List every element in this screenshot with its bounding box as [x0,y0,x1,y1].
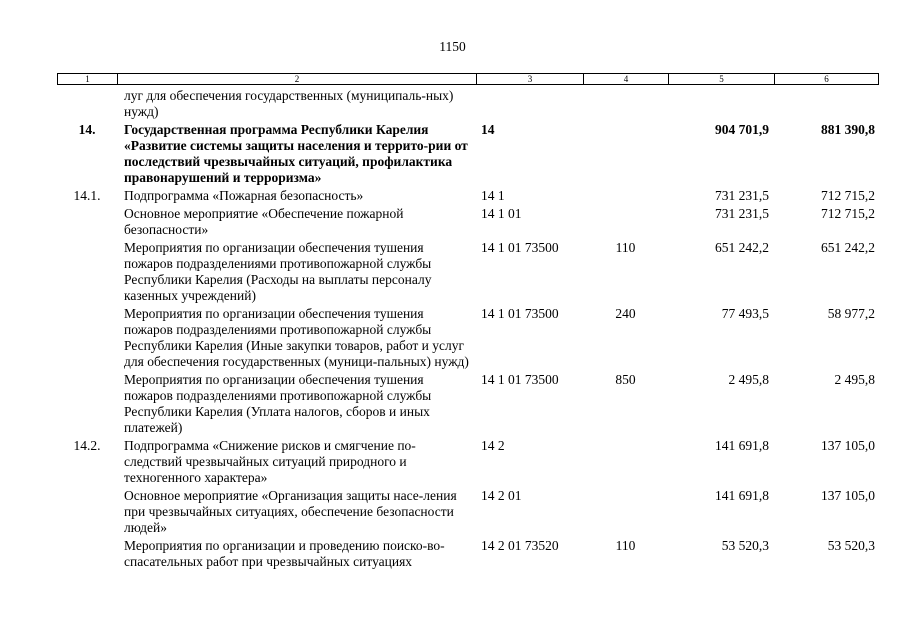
row-amount-2: 137 105,0 [821,488,875,503]
table-row [0,240,905,304]
row-code: 14 1 01 73500 [481,240,559,255]
row-amount-1: 141 691,8 [715,438,769,453]
table-row [0,488,905,536]
row-expense-type: 850 [615,372,636,387]
table-row [0,188,905,204]
row-name: Основное мероприятие «Обеспечение пожарной безопасности» [124,206,404,237]
row-number: 14.1. [73,188,101,203]
row-amount-1: 731 231,5 [715,206,769,221]
table-row [0,206,905,238]
row-expense-type: 110 [615,240,636,255]
row-code: 14 1 [481,188,505,203]
header-col-6: 6 [824,74,829,84]
row-name: Подпрограмма «Снижение рисков и смягчение по-следствий чрезвычайных ситуаций природного и техногенного характера» [124,438,416,485]
row-code: 14 1 01 73500 [481,306,559,321]
row-amount-1: 2 495,8 [728,372,769,387]
row-amount-1: 53 520,3 [721,538,769,553]
row-name: Мероприятия по организации обеспечения тушения пожаров подразделениями противопожарной службы Республики Карелия (Расходы на выплаты персоналу казенных учреждений) [124,240,432,303]
table-row [0,438,905,486]
table-row [0,122,905,186]
row-amount-1: 77 493,5 [721,306,769,321]
row-amount-1: 731 231,5 [715,188,769,203]
row-code: 14 [481,122,495,137]
table-row [0,306,905,370]
row-expense-type: 110 [615,538,636,553]
row-amount-2: 58 977,2 [827,306,875,321]
table-body [0,88,905,572]
table-row [0,372,905,436]
row-name: Мероприятия по организации обеспечения тушения пожаров подразделениями противопожарной службы Республики Карелия (Уплата налогов, сборов и иных платежей) [124,372,432,435]
row-amount-2: 881 390,8 [821,122,875,137]
row-amount-2: 712 715,2 [821,206,875,221]
row-name: луг для обеспечения государственных (муниципаль-ных) нужд) [124,88,454,119]
header-col-2: 2 [118,74,477,84]
row-amount-2: 712 715,2 [821,188,875,203]
row-name: Основное мероприятие «Организация защиты насе-ления при чрезвычайных ситуациях, обеспечение безопасности людей» [124,488,457,535]
row-amount-1: 141 691,8 [715,488,769,503]
row-name: Подпрограмма «Пожарная безопасность» [124,188,364,203]
row-amount-2: 53 520,3 [827,538,875,553]
table-row [0,88,905,120]
row-name: Мероприятия по организации обеспечения тушения пожаров подразделениями противопожарной службы Республики Карелия (Иные закупки товаров, работ и услуг для обеспечения государственных (муници-пальных) нужд) [124,306,469,369]
row-code: 14 1 01 73500 [481,372,559,387]
header-col-1: 1 [58,74,118,84]
table-row [0,538,905,570]
row-amount-2: 651 242,2 [821,240,875,255]
row-number: 14.2. [73,438,101,453]
row-expense-type: 240 [615,306,636,321]
row-amount-2: 2 495,8 [834,372,875,387]
row-amount-1: 651 242,2 [715,240,769,255]
row-number: 14. [78,122,96,137]
table-header [57,73,879,85]
row-code: 14 2 01 [481,488,522,503]
row-code: 14 2 [481,438,505,453]
header-col-4: 4 [584,74,669,84]
header-col-5: 5 [669,74,775,84]
row-amount-2: 137 105,0 [821,438,875,453]
row-code: 14 1 01 [481,206,522,221]
row-code: 14 2 01 73520 [481,538,559,553]
page-number: 1150 [439,39,466,54]
header-col-3: 3 [477,74,584,84]
row-amount-1: 904 701,9 [715,122,769,137]
row-name: Мероприятия по организации и проведению поиско-во-спасательных работ при чрезвычайных ситуациях [124,538,445,569]
row-name: Государственная программа Республики Карелия «Развитие системы защиты населения и террито-рии от последствий чрезвычайных ситуаций, профилактика правонарушений и терроризма» [124,122,468,185]
